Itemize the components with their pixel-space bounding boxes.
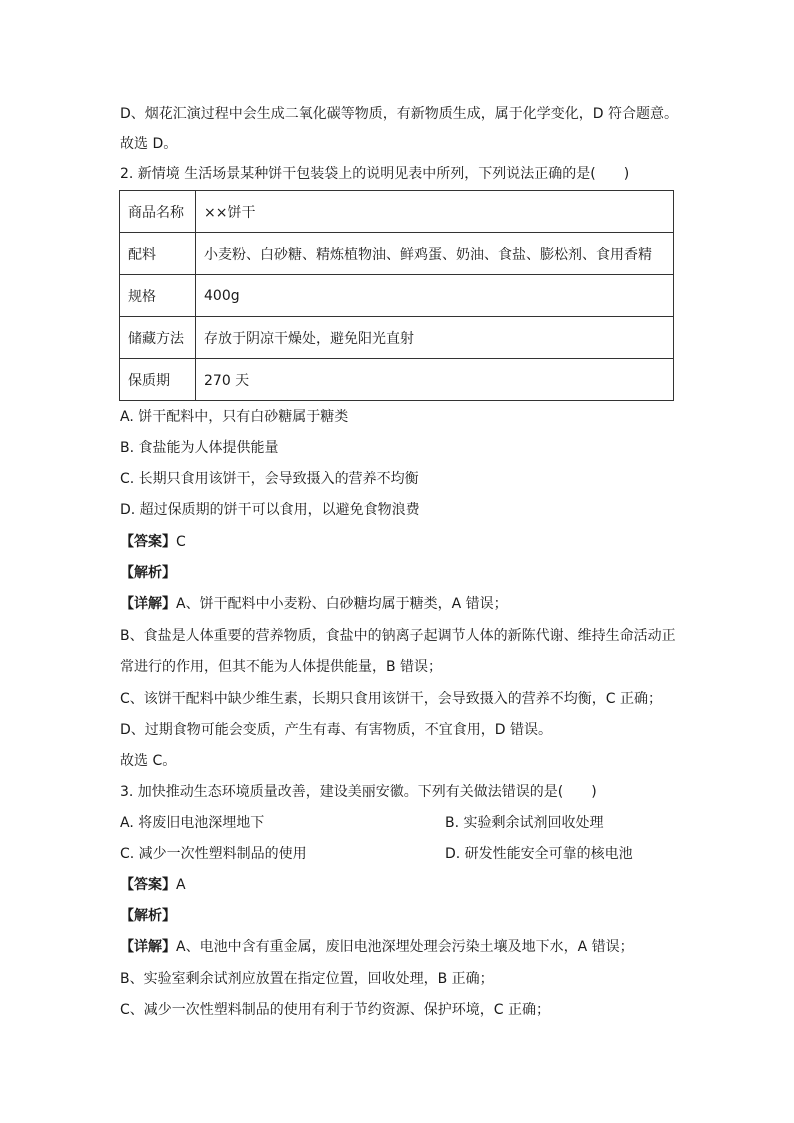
- detail-tag: 【详解】: [120, 596, 176, 612]
- detail-line: B、实验室剩余试剂应放置在指定位置，回收处理，B 正确；: [120, 971, 494, 987]
- detail-line: D、过期食物可能会变质，产生有毒、有害物质，不宜食用，D 错误。: [120, 722, 553, 738]
- table-value: 存放于阴凉干燥处，避免阳光直射: [196, 317, 674, 359]
- biscuit-info-table: [119, 190, 674, 401]
- answer-tag: 【答案】: [120, 877, 176, 893]
- table-row: [120, 359, 674, 401]
- option-a: A. 饼干配料中，只有白砂糖属于糖类: [120, 409, 349, 425]
- detail-tag: 【详解】: [120, 939, 176, 955]
- detail-text: A、电池中含有重金属，废旧电池深埋处理会污染土壤及地下水，A 错误；: [176, 939, 634, 955]
- table-value: ××饼干: [196, 191, 674, 233]
- detail-text: A、饼干配料中小麦粉、白砂糖均属于糖类，A 错误；: [176, 596, 508, 612]
- answer-value: C: [176, 534, 186, 550]
- table-key: 配料: [120, 233, 196, 275]
- analysis-line: [120, 563, 176, 583]
- detail-line: [120, 594, 508, 614]
- table-key: 规格: [120, 275, 196, 317]
- table-key: 商品名称: [120, 191, 196, 233]
- question-2-stem: 2. 新情境 生活场景某种饼干包装袋上的说明见表中所列，下列说法正确的是( ): [120, 166, 630, 182]
- analysis-line: [120, 906, 176, 926]
- option-c: C. 减少一次性塑料制品的使用: [120, 846, 307, 862]
- table-row: [120, 317, 674, 359]
- table-value: 400g: [196, 275, 674, 317]
- text-line: D、烟花汇演过程中会生成二氧化碳等物质，有新物质生成，属于化学变化，D 符合题意。: [120, 106, 679, 122]
- option-b: B. 食盐能为人体提供能量: [120, 440, 279, 456]
- option-a: A. 将废旧电池深埋地下: [120, 815, 265, 831]
- detail-line: B、食盐是人体重要的营养物质，食盐中的钠离子起调节人体的新陈代谢、维持生命活动正: [120, 628, 676, 644]
- option-b: B. 实验剩余试剂回收处理: [445, 815, 604, 831]
- detail-line: C、减少一次性塑料制品的使用有利于节约资源、保护环境，C 正确；: [120, 1002, 550, 1018]
- analysis-tag: 【解析】: [120, 908, 176, 924]
- question-3-stem: 3. 加快推动生态环境质量改善，建设美丽安徽。下列有关做法错误的是( ): [120, 784, 597, 800]
- option-d: D. 研发性能安全可靠的核电池: [445, 846, 633, 862]
- answer-line: [120, 532, 186, 552]
- table-row: [120, 233, 674, 275]
- analysis-tag: 【解析】: [120, 565, 176, 581]
- table-row: [120, 275, 674, 317]
- detail-line: 常进行的作用，但其不能为人体提供能量，B 错误；: [120, 659, 443, 675]
- option-d: D. 超过保质期的饼干可以食用，以避免食物浪费: [120, 502, 420, 518]
- answer-line: [120, 875, 186, 895]
- table-key: 保质期: [120, 359, 196, 401]
- detail-line: C、该饼干配料中缺少维生素，长期只食用该饼干，会导致摄入的营养不均衡，C 正确；: [120, 691, 662, 707]
- answer-tag: 【答案】: [120, 534, 176, 550]
- answer-value: A: [176, 877, 186, 893]
- table-key: 储藏方法: [120, 317, 196, 359]
- conclusion-line: 故选 C。: [120, 753, 177, 769]
- option-c: C. 长期只食用该饼干，会导致摄入的营养不均衡: [120, 471, 419, 487]
- text-line: 故选 D。: [120, 136, 178, 152]
- detail-line: [120, 937, 634, 957]
- table-value: 270 天: [196, 359, 674, 401]
- table-value: 小麦粉、白砂糖、精炼植物油、鲜鸡蛋、奶油、食盐、膨松剂、食用香精: [196, 233, 674, 275]
- table-row: [120, 191, 674, 233]
